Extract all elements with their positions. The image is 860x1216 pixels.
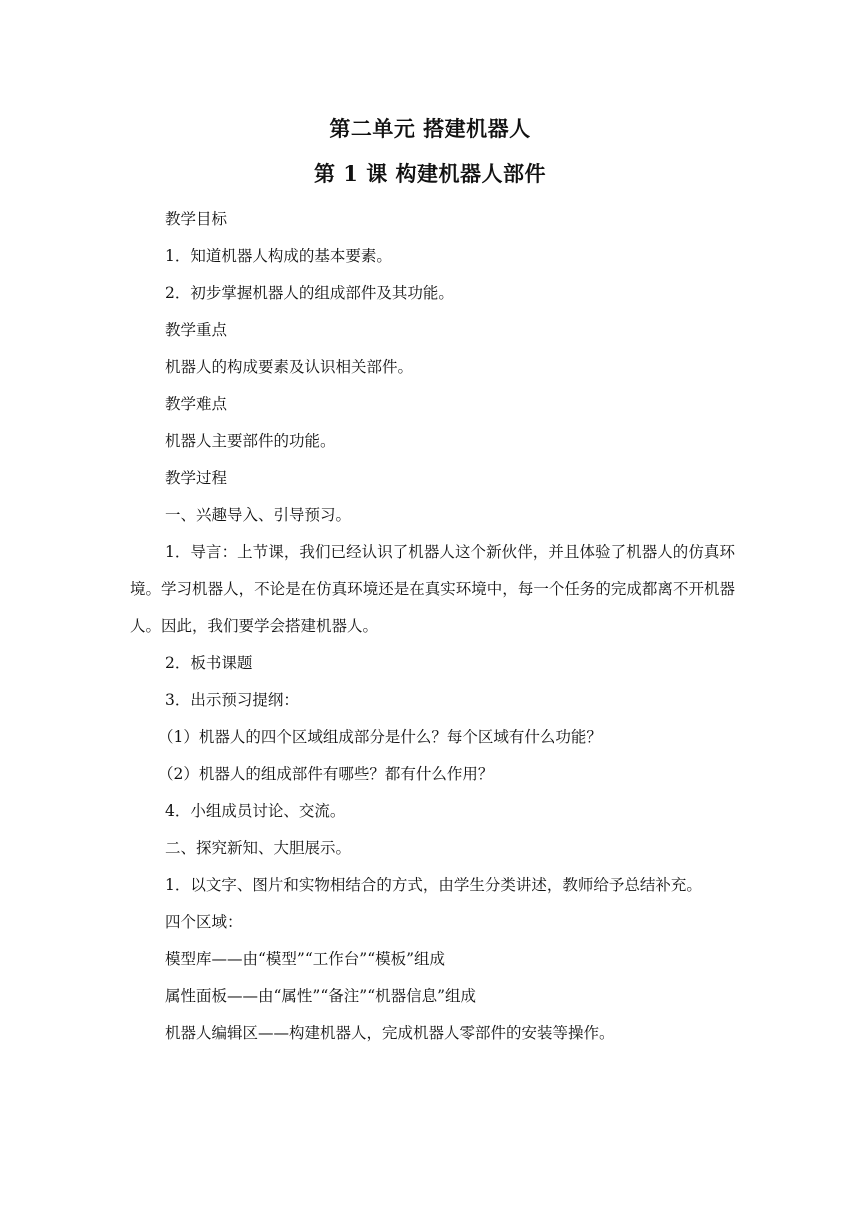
section-heading: 一、兴趣导入、引导预习。 bbox=[165, 506, 352, 524]
paragraph: 1．以文字、图片和实物相结合的方式，由学生分类讲述，教师给予总结补充。 bbox=[165, 876, 702, 894]
list-item: 4．小组成员讨论、交流。 bbox=[165, 802, 346, 820]
sub-item: （1）机器人的四个区域组成部分是什么？每个区域有什么功能？ bbox=[158, 728, 602, 746]
list-item: 3．出示预习提纲： bbox=[165, 691, 299, 709]
difficulty-text: 机器人主要部件的功能。 bbox=[165, 432, 336, 450]
unit-title: 第二单元 搭建机器人 bbox=[329, 116, 531, 141]
list-item: 2．板书课题 bbox=[165, 654, 253, 672]
heading-teaching-goals: 教学目标 bbox=[165, 210, 228, 228]
heading-key-points: 教学重点 bbox=[165, 321, 228, 339]
region-item: 机器人编辑区——构建机器人，完成机器人零部件的安装等操作。 bbox=[165, 1024, 615, 1042]
sub-item: （2）机器人的组成部件有哪些？都有什么作用？ bbox=[158, 765, 494, 783]
section-heading: 二、探究新知、大胆展示。 bbox=[165, 839, 352, 857]
goal-item: 2．初步掌握机器人的组成部件及其功能。 bbox=[165, 284, 454, 302]
lesson-title: 第 1 课 构建机器人部件 bbox=[313, 161, 547, 186]
goal-item: 1．知道机器人构成的基本要素。 bbox=[165, 247, 392, 265]
key-point-text: 机器人的构成要素及认识相关部件。 bbox=[165, 358, 414, 376]
document-body bbox=[130, 201, 735, 1052]
heading-difficulties: 教学难点 bbox=[165, 395, 228, 413]
region-heading: 四个区域： bbox=[165, 913, 243, 931]
region-item: 属性面板——由“属性”“备注”“机器信息”组成 bbox=[165, 987, 477, 1005]
paragraph: 1．导言：上节课，我们已经认识了机器人这个新伙伴，并且体验了机器人的仿真环境。学习机器人，不论是在仿真环境还是在真实环境中，每一个任务的完成都离不开机器人。因此，我们要学会搭建机器人。 bbox=[130, 543, 735, 635]
region-item: 模型库——由“模型”“工作台”“模板”组成 bbox=[165, 950, 446, 968]
heading-teaching-process: 教学过程 bbox=[165, 469, 228, 487]
